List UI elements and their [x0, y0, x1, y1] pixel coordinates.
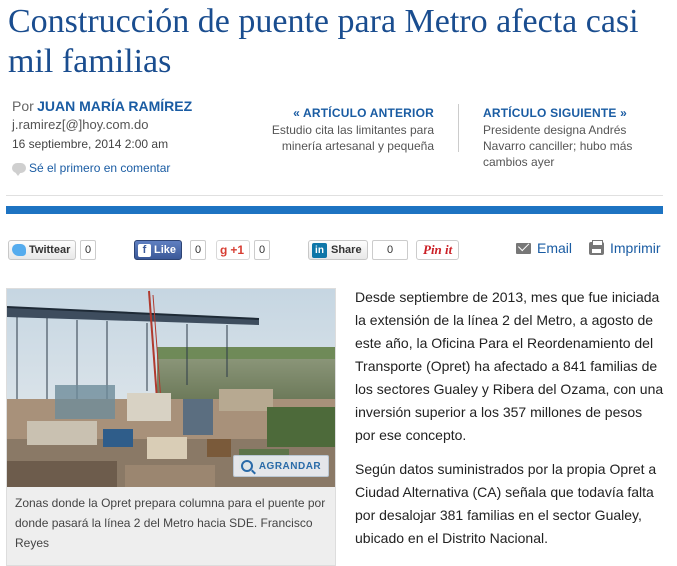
linkedin-share-button[interactable]: [308, 240, 368, 260]
linkedin-count: 0: [372, 240, 408, 260]
author-email: j.ramirez[@]hoy.com.do: [12, 117, 149, 132]
linkedin-icon: in: [312, 243, 327, 258]
print-link[interactable]: [589, 240, 661, 256]
next-article-label[interactable]: ARTÍCULO SIGUIENTE »: [483, 106, 628, 120]
article-photo-box: [6, 288, 336, 566]
facebook-icon: f: [138, 244, 151, 257]
previous-article[interactable]: [262, 106, 434, 154]
article-body: [355, 286, 665, 561]
article-headline: Construcción de puente para Metro afecta casi mil familias: [8, 3, 639, 80]
twitter-count: 0: [80, 240, 96, 260]
google-plus-button[interactable]: [216, 240, 250, 260]
previous-article-title[interactable]: Estudio cita las limitantes para minería artesanal y pequeña: [271, 123, 434, 153]
twitter-button[interactable]: [8, 240, 76, 260]
twitter-label: Twittear: [29, 244, 71, 256]
photo-caption: Zonas donde la Opret prepara columna para el puente por donde pasará la línea 2 del Metro hacia SDE. Francisco Reyes: [15, 496, 326, 550]
google-plus-count: 0: [254, 240, 270, 260]
article-paragraph: Según datos suministrados por la propia Opret a Ciudad Alternativa (CA) señala que todavía falta por desalojar 381 familias en el sector Gualey, ubicado en el Distrito Nacional.: [355, 461, 657, 546]
article-paragraph: Desde septiembre de 2013, mes que fue iniciada la extensión de la línea 2 del Metro, a agosto de este año, la Oficina Para el Reordenamiento del Transporte (Opret) ha afectado a 841 familias de los sectores Gualey y Ribera del Ozama, con una inversión superior a los 357 millones de pesos por ese concepto.: [355, 289, 664, 443]
byline-prefix: Por: [12, 98, 34, 114]
envelope-icon: [516, 243, 531, 254]
next-article[interactable]: [483, 106, 663, 170]
comment-icon: [12, 163, 26, 173]
pinterest-button[interactable]: [416, 240, 459, 260]
byline: [12, 98, 192, 151]
author-link[interactable]: JUAN MARÍA RAMÍREZ: [37, 98, 193, 114]
google-plus-label: +1: [230, 243, 245, 257]
print-label: Imprimir: [610, 240, 661, 256]
previous-article-label[interactable]: « ARTÍCULO ANTERIOR: [293, 106, 434, 120]
twitter-icon: [12, 244, 26, 256]
pinterest-label: Pin it: [423, 242, 453, 257]
facebook-count: 0: [190, 240, 206, 260]
nav-divider: [458, 104, 459, 152]
printer-icon: [589, 242, 604, 255]
email-link[interactable]: [516, 240, 572, 256]
divider-line: [6, 195, 663, 196]
facebook-like-button[interactable]: [134, 240, 182, 260]
google-plus-icon: g: [220, 243, 228, 257]
enlarge-photo-button[interactable]: [233, 455, 329, 477]
comment-prompt: Sé el primero en comentar: [29, 161, 171, 175]
email-label: Email: [537, 240, 573, 256]
next-article-title[interactable]: Presidente designa Andrés Navarro canciller; hubo más cambios ayer: [483, 123, 633, 169]
article-photo[interactable]: [7, 289, 335, 487]
facebook-label: Like: [154, 244, 177, 256]
enlarge-label: AGRANDAR: [258, 460, 322, 472]
publish-date: 16 septiembre, 2014 2:00 am: [12, 137, 169, 151]
comment-link[interactable]: [12, 161, 170, 175]
zoom-in-icon: [241, 460, 253, 472]
accent-bar: [6, 206, 663, 214]
linkedin-label: Share: [331, 244, 362, 256]
